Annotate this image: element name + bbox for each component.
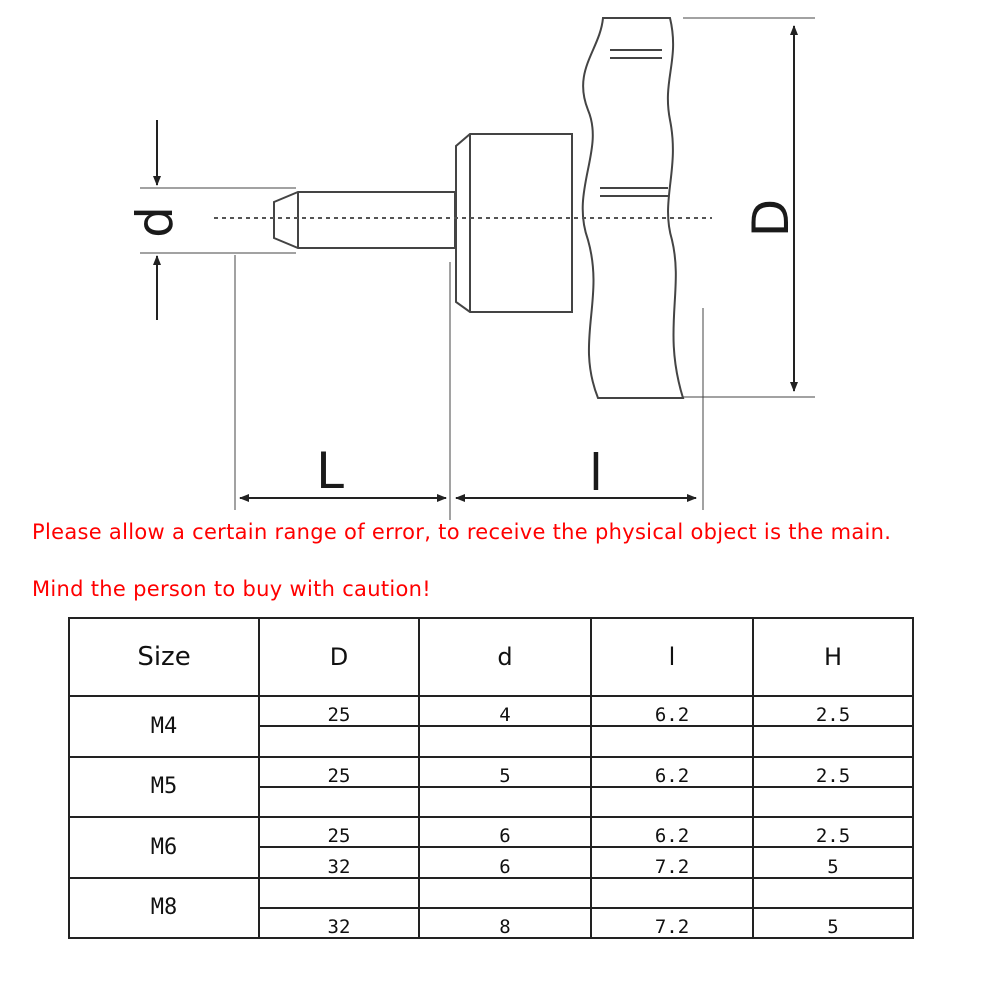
- cell-D: [259, 787, 419, 817]
- label-L: L: [316, 442, 344, 500]
- label-l: l: [589, 444, 603, 502]
- cell-H: 2.5: [753, 757, 913, 787]
- cell-D: [259, 878, 419, 908]
- star-knob-head: [583, 18, 683, 398]
- cell-H: 2.5: [753, 696, 913, 726]
- cell-D: 25: [259, 696, 419, 726]
- label-D: D: [742, 198, 800, 238]
- cell-l: [591, 878, 753, 908]
- table-row: [69, 757, 913, 787]
- cell-d: 6: [419, 847, 591, 877]
- cell-d: 5: [419, 757, 591, 787]
- size-cell: M5: [69, 757, 259, 818]
- label-d: d: [126, 206, 184, 238]
- cell-l: 6.2: [591, 817, 753, 847]
- cell-d: 8: [419, 908, 591, 938]
- cell-D: 32: [259, 847, 419, 877]
- cell-d: 6: [419, 817, 591, 847]
- size-spec-table: [68, 617, 914, 939]
- header-d: d: [419, 618, 591, 696]
- size-cell: M4: [69, 696, 259, 757]
- table-row: [69, 817, 913, 847]
- cell-D: 25: [259, 817, 419, 847]
- table-row: [69, 696, 913, 726]
- size-cell: M8: [69, 878, 259, 939]
- error-range-notice: Please allow a certain range of error, to receive the physical object is the main.: [32, 520, 892, 544]
- cell-H: 2.5: [753, 817, 913, 847]
- table-header-row: [69, 618, 913, 696]
- cell-D: 32: [259, 908, 419, 938]
- cell-l: 7.2: [591, 908, 753, 938]
- cell-d: [419, 878, 591, 908]
- bolt-shaft: [274, 192, 455, 248]
- cell-l: 6.2: [591, 696, 753, 726]
- bolt-collar: [456, 134, 572, 312]
- cell-H: 5: [753, 847, 913, 877]
- cell-l: 7.2: [591, 847, 753, 877]
- cell-H: [753, 787, 913, 817]
- cell-D: [259, 726, 419, 756]
- caution-notice: Mind the person to buy with caution!: [32, 577, 431, 601]
- header-D: D: [259, 618, 419, 696]
- cell-l: [591, 787, 753, 817]
- cell-d: 4: [419, 696, 591, 726]
- cell-l: 6.2: [591, 757, 753, 787]
- header-size: Size: [69, 618, 259, 696]
- cell-d: [419, 787, 591, 817]
- table-row: [69, 878, 913, 908]
- cell-D: 25: [259, 757, 419, 787]
- cell-H: [753, 878, 913, 908]
- cell-d: [419, 726, 591, 756]
- size-cell: M6: [69, 817, 259, 878]
- header-l: l: [591, 618, 753, 696]
- cell-H: 5: [753, 908, 913, 938]
- header-H: H: [753, 618, 913, 696]
- cell-H: [753, 726, 913, 756]
- cell-l: [591, 726, 753, 756]
